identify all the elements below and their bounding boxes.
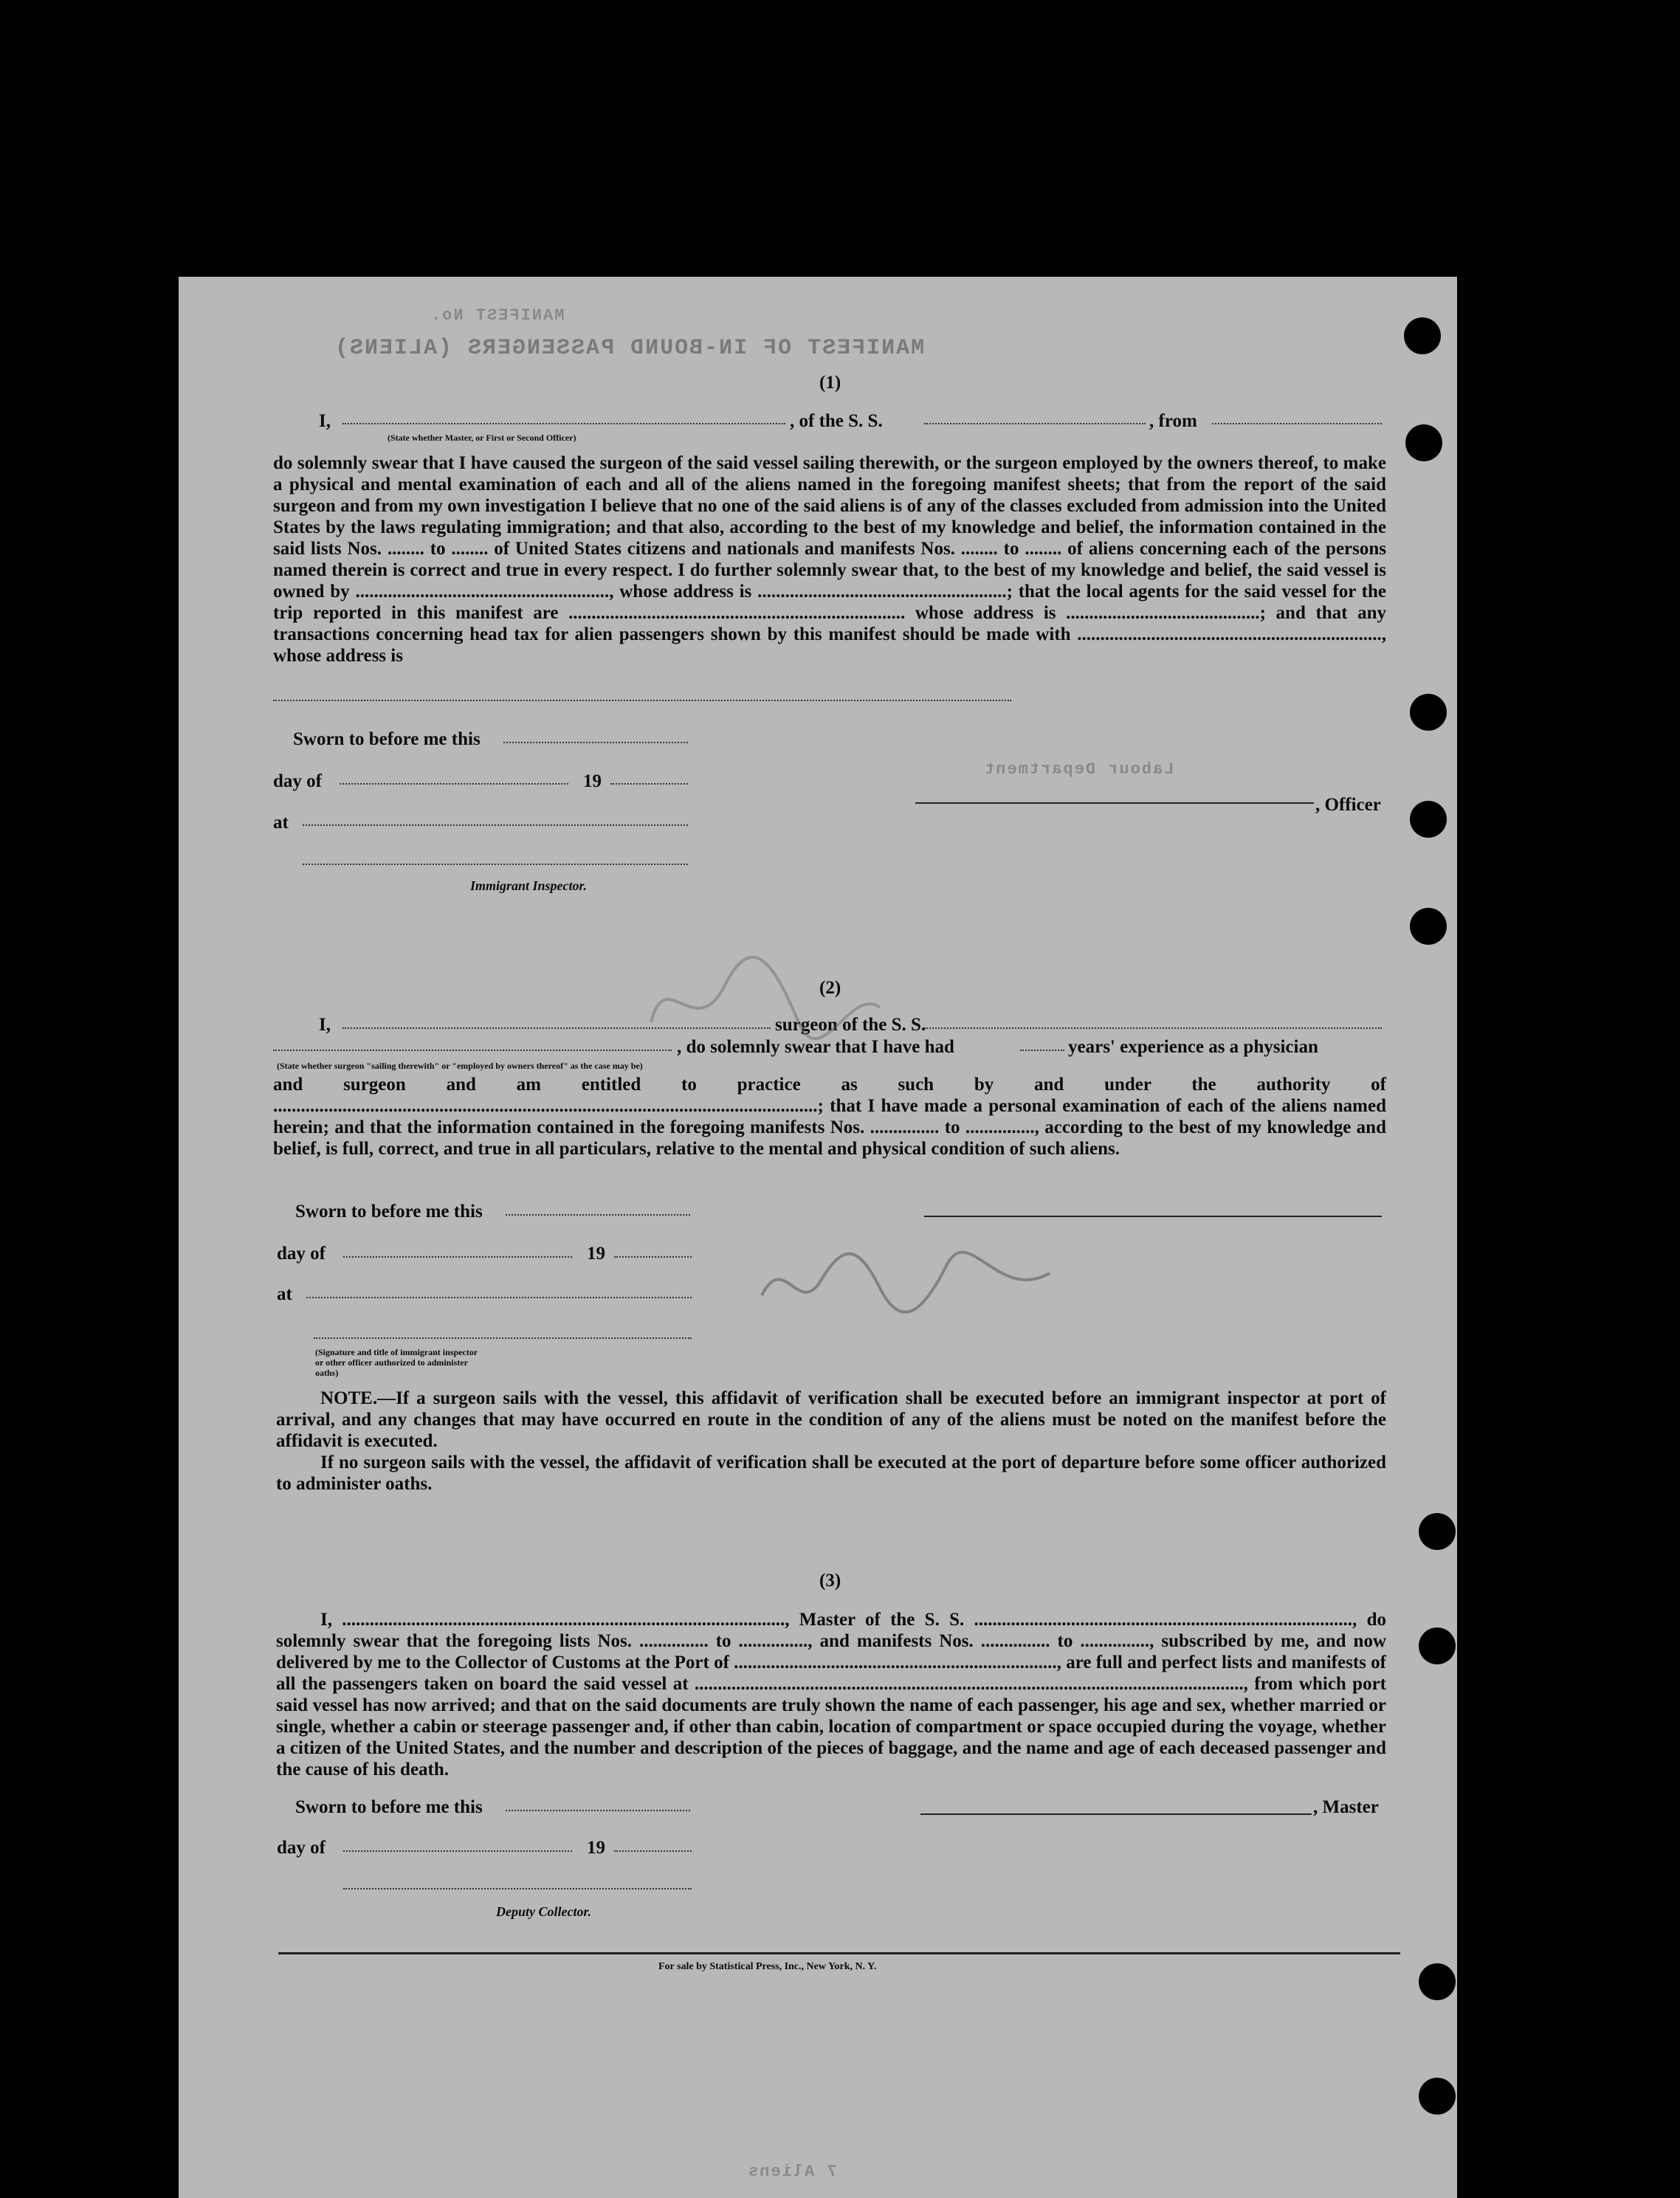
s3-day-of: day of bbox=[277, 1838, 326, 1858]
s3-year: 19 bbox=[587, 1838, 605, 1858]
s1-officer: , Officer bbox=[1315, 795, 1381, 815]
s3-oath-body: I, ................................................................................................, Master of the S. S. .................................................................................., do solemnly swear that the foregoing lists Nos. ............... to ..............., and manifests Nos. ............... to ..............., subscribed by me, and now delivered by me to the Collector of Customs at the Port of ......................................................................, are full and perfect lists and manifests of all the passengers taken on board the said vessel at ......................................................................................................................., from which port said vessel has now arrived; and that on the said documents are truly shown the name of each passenger, his age and sex, whether married or single, whether a cabin or steerage passenger and, if other than cabin, location of compartment or space occupied during the voyage, whether a citizen of the United States, and the number and description of the pieces of baggage, and the name and age of each deceased passenger and the cause of his death. bbox=[276, 1610, 1386, 1780]
punch-hole bbox=[1419, 2078, 1456, 2115]
s3-collector-caption: Deputy Collector. bbox=[496, 1904, 591, 1919]
section-1-heading: (1) bbox=[819, 373, 841, 393]
s1-day-of: day of bbox=[273, 771, 322, 791]
s2-years: years' experience as a physician bbox=[1068, 1037, 1318, 1057]
s3-master: , Master bbox=[1313, 1797, 1379, 1817]
s1-at: at bbox=[273, 813, 289, 833]
punch-hole bbox=[1419, 1513, 1456, 1550]
handwritten-signature bbox=[754, 1236, 1064, 1325]
note-paragraph-1: NOTE.—If a surgeon sails with the vessel, this affidavit of verification shall be executed before an immigrant inspector at port of arrival, and any changes that may have occurred en route in the condition of any of the aliens must be noted on the manifest before the affidavit is executed. bbox=[276, 1388, 1386, 1451]
punch-hole bbox=[1410, 694, 1447, 731]
section-2-heading: (2) bbox=[819, 978, 841, 998]
s1-of-ss: , of the S. S. bbox=[790, 411, 883, 431]
s3-sworn: Sworn to before me this bbox=[295, 1797, 483, 1817]
s2-at: at bbox=[277, 1284, 292, 1304]
bleed-through-aliens: 7 Aliens bbox=[747, 2163, 837, 2181]
s2-sworn: Sworn to before me this bbox=[295, 1202, 483, 1222]
section-3-heading: (3) bbox=[819, 1571, 841, 1591]
punch-hole bbox=[1404, 317, 1441, 354]
printer-imprint: For sale by Statistical Press, Inc., New York, N. Y. bbox=[658, 1961, 877, 1972]
punch-hole bbox=[1419, 1627, 1456, 1664]
s2-i-label: I, bbox=[319, 1015, 331, 1035]
s2-surgeon-of: surgeon of the S. S. bbox=[775, 1015, 926, 1035]
s1-inspector-caption: Immigrant Inspector. bbox=[470, 878, 588, 893]
document-sheet bbox=[179, 277, 1457, 2198]
s2-year: 19 bbox=[587, 1244, 605, 1264]
punch-hole bbox=[1405, 424, 1442, 461]
bleed-through-manifest-no: MANIFEST No. bbox=[430, 306, 565, 325]
punch-hole bbox=[1419, 1963, 1456, 2000]
s2-oath-body: and surgeon and am entitled to practice as such by and under the authority of ......................................................................................................................; that I have made a personal examination of each of the aliens named herein; and that the information contained in the foregoing manifests Nos. ............... to ..............., according to the best of my knowledge and belief, is full, correct, and true in all particulars, relative to the mental and physical condition of such aliens. bbox=[273, 1075, 1386, 1159]
note-paragraph-2: If no surgeon sails with the vessel, the affidavit of verification shall be executed at the port of departure before some officer authorized to administer oaths. bbox=[276, 1453, 1386, 1494]
handwritten-mark bbox=[644, 956, 887, 1052]
s1-from: , from bbox=[1149, 411, 1197, 431]
bleed-through-dept: Labour Department bbox=[983, 760, 1174, 779]
punch-hole bbox=[1410, 908, 1447, 945]
s1-sworn: Sworn to before me this bbox=[293, 729, 481, 749]
punch-hole bbox=[1410, 801, 1447, 838]
s2-swear: , do solemnly swear that I have had bbox=[677, 1037, 954, 1057]
s2-caption: (State whether surgeon "sailing therewith" or "employed by owners thereof" as the case may be) bbox=[277, 1061, 643, 1071]
s1-master-caption: (State whether Master, or First or Second Officer) bbox=[388, 433, 576, 443]
bleed-through-title: MANIFEST OF IN-BOUND PASSENGERS (ALIENS) bbox=[334, 336, 925, 361]
s2-signature-caption: (Signature and title of immigrant inspector or other officer authorized to administer oaths) bbox=[315, 1347, 478, 1378]
s1-year: 19 bbox=[583, 771, 602, 791]
s1-oath-body: do solemnly swear that I have caused the surgeon of the said vessel sailing therewith, or the surgeon employed by the owners thereof, to make a physical and mental examination of each and all of the aliens named in the foregoing manifest sheets; that from the report of the said surgeon and from my own investigation I believe that no one of the said aliens is of any of the classes excluded from admission into the United States by the laws regulating immigration; and that also, according to the best of my knowledge and belief, the information contained in the said lists Nos. ........ to ........ of United States citizens and nationals and manifests Nos. ........ to ........ of aliens concerning each of the persons named therein is correct and true in every respect. I do further solemnly swear that, to the best of my knowledge and belief, the said vessel is owned by ......................................................., whose address is ......................................................; that the local agents for the said vessel for the trip reported in this manifest are ......................................................................... whose address is ..........................................; and that any transactions concerning head tax for alien passengers shown by this manifest should be made with .................................................................., whose address is bbox=[273, 453, 1386, 666]
s2-day-of: day of bbox=[277, 1244, 326, 1264]
s1-i-label: I, bbox=[319, 411, 331, 431]
